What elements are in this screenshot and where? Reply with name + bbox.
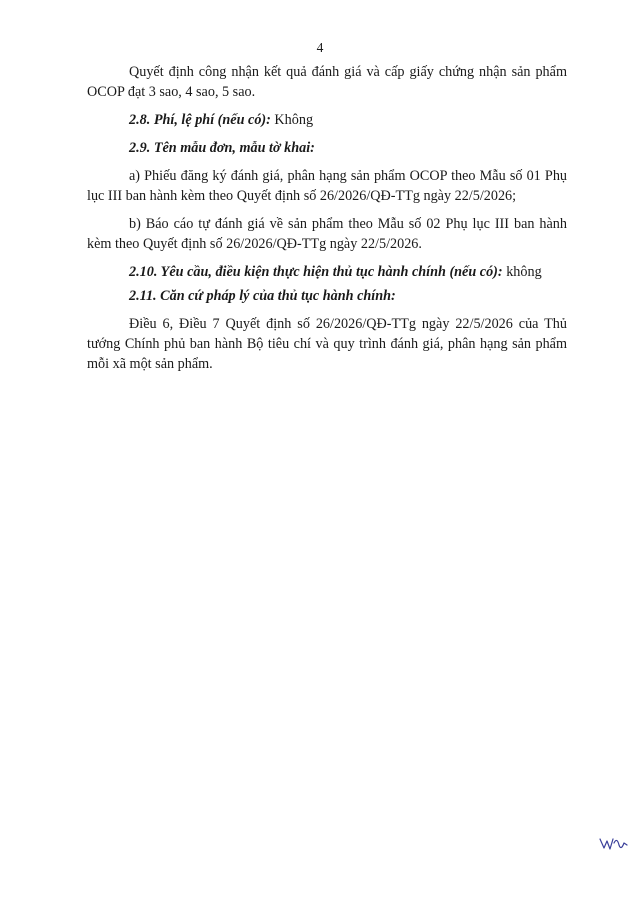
requirements-heading: 2.10. Yêu cầu, điều kiện thực hiện thủ tục hành chính (nếu có): xyxy=(129,264,503,280)
form-b-paragraph: b) Báo cáo tự đánh giá về sản phẩm theo Mẫu số 02 Phụ lục III ban hành kèm theo Quyết định số 26/2026/QĐ-TTg ngày 22/5/2026. xyxy=(87,216,567,252)
form-a-paragraph: a) Phiếu đăng ký đánh giá, phân hạng sản phẩm OCOP theo Mẫu số 01 Phụ lục III ban hành kèm theo Quyết định số 26/2026/QĐ-TTg ngày 22/5/2026; xyxy=(87,168,567,204)
fee-value: Không xyxy=(270,112,314,128)
page-number: 4 xyxy=(316,40,324,55)
requirements-value: không xyxy=(502,264,542,280)
fee-heading: 2.8. Phí, lệ phí (nếu có): xyxy=(129,112,271,128)
legal-basis-paragraph: Điều 6, Điều 7 Quyết định số 26/2026/QĐ-TTg ngày 22/5/2026 của Thủ tướng Chính phủ ban hành Bộ tiêu chí và quy trình đánh giá, phân hạng sản phẩm mỗi xã một sản phẩm. xyxy=(87,316,567,372)
handwritten-initials-icon xyxy=(598,833,630,855)
legal-heading: 2.11. Căn cứ pháp lý của thủ tục hành chính: xyxy=(129,288,396,304)
forms-heading: 2.9. Tên mẫu đơn, mẫu tờ khai: xyxy=(129,140,315,156)
fee-paragraph xyxy=(87,110,567,130)
requirements-paragraph xyxy=(87,262,567,282)
decision-paragraph: Quyết định công nhận kết quả đánh giá và cấp giấy chứng nhận sản phẩm OCOP đạt 3 sao, 4 sao, 5 sao. xyxy=(87,64,567,100)
document-body xyxy=(87,62,567,382)
